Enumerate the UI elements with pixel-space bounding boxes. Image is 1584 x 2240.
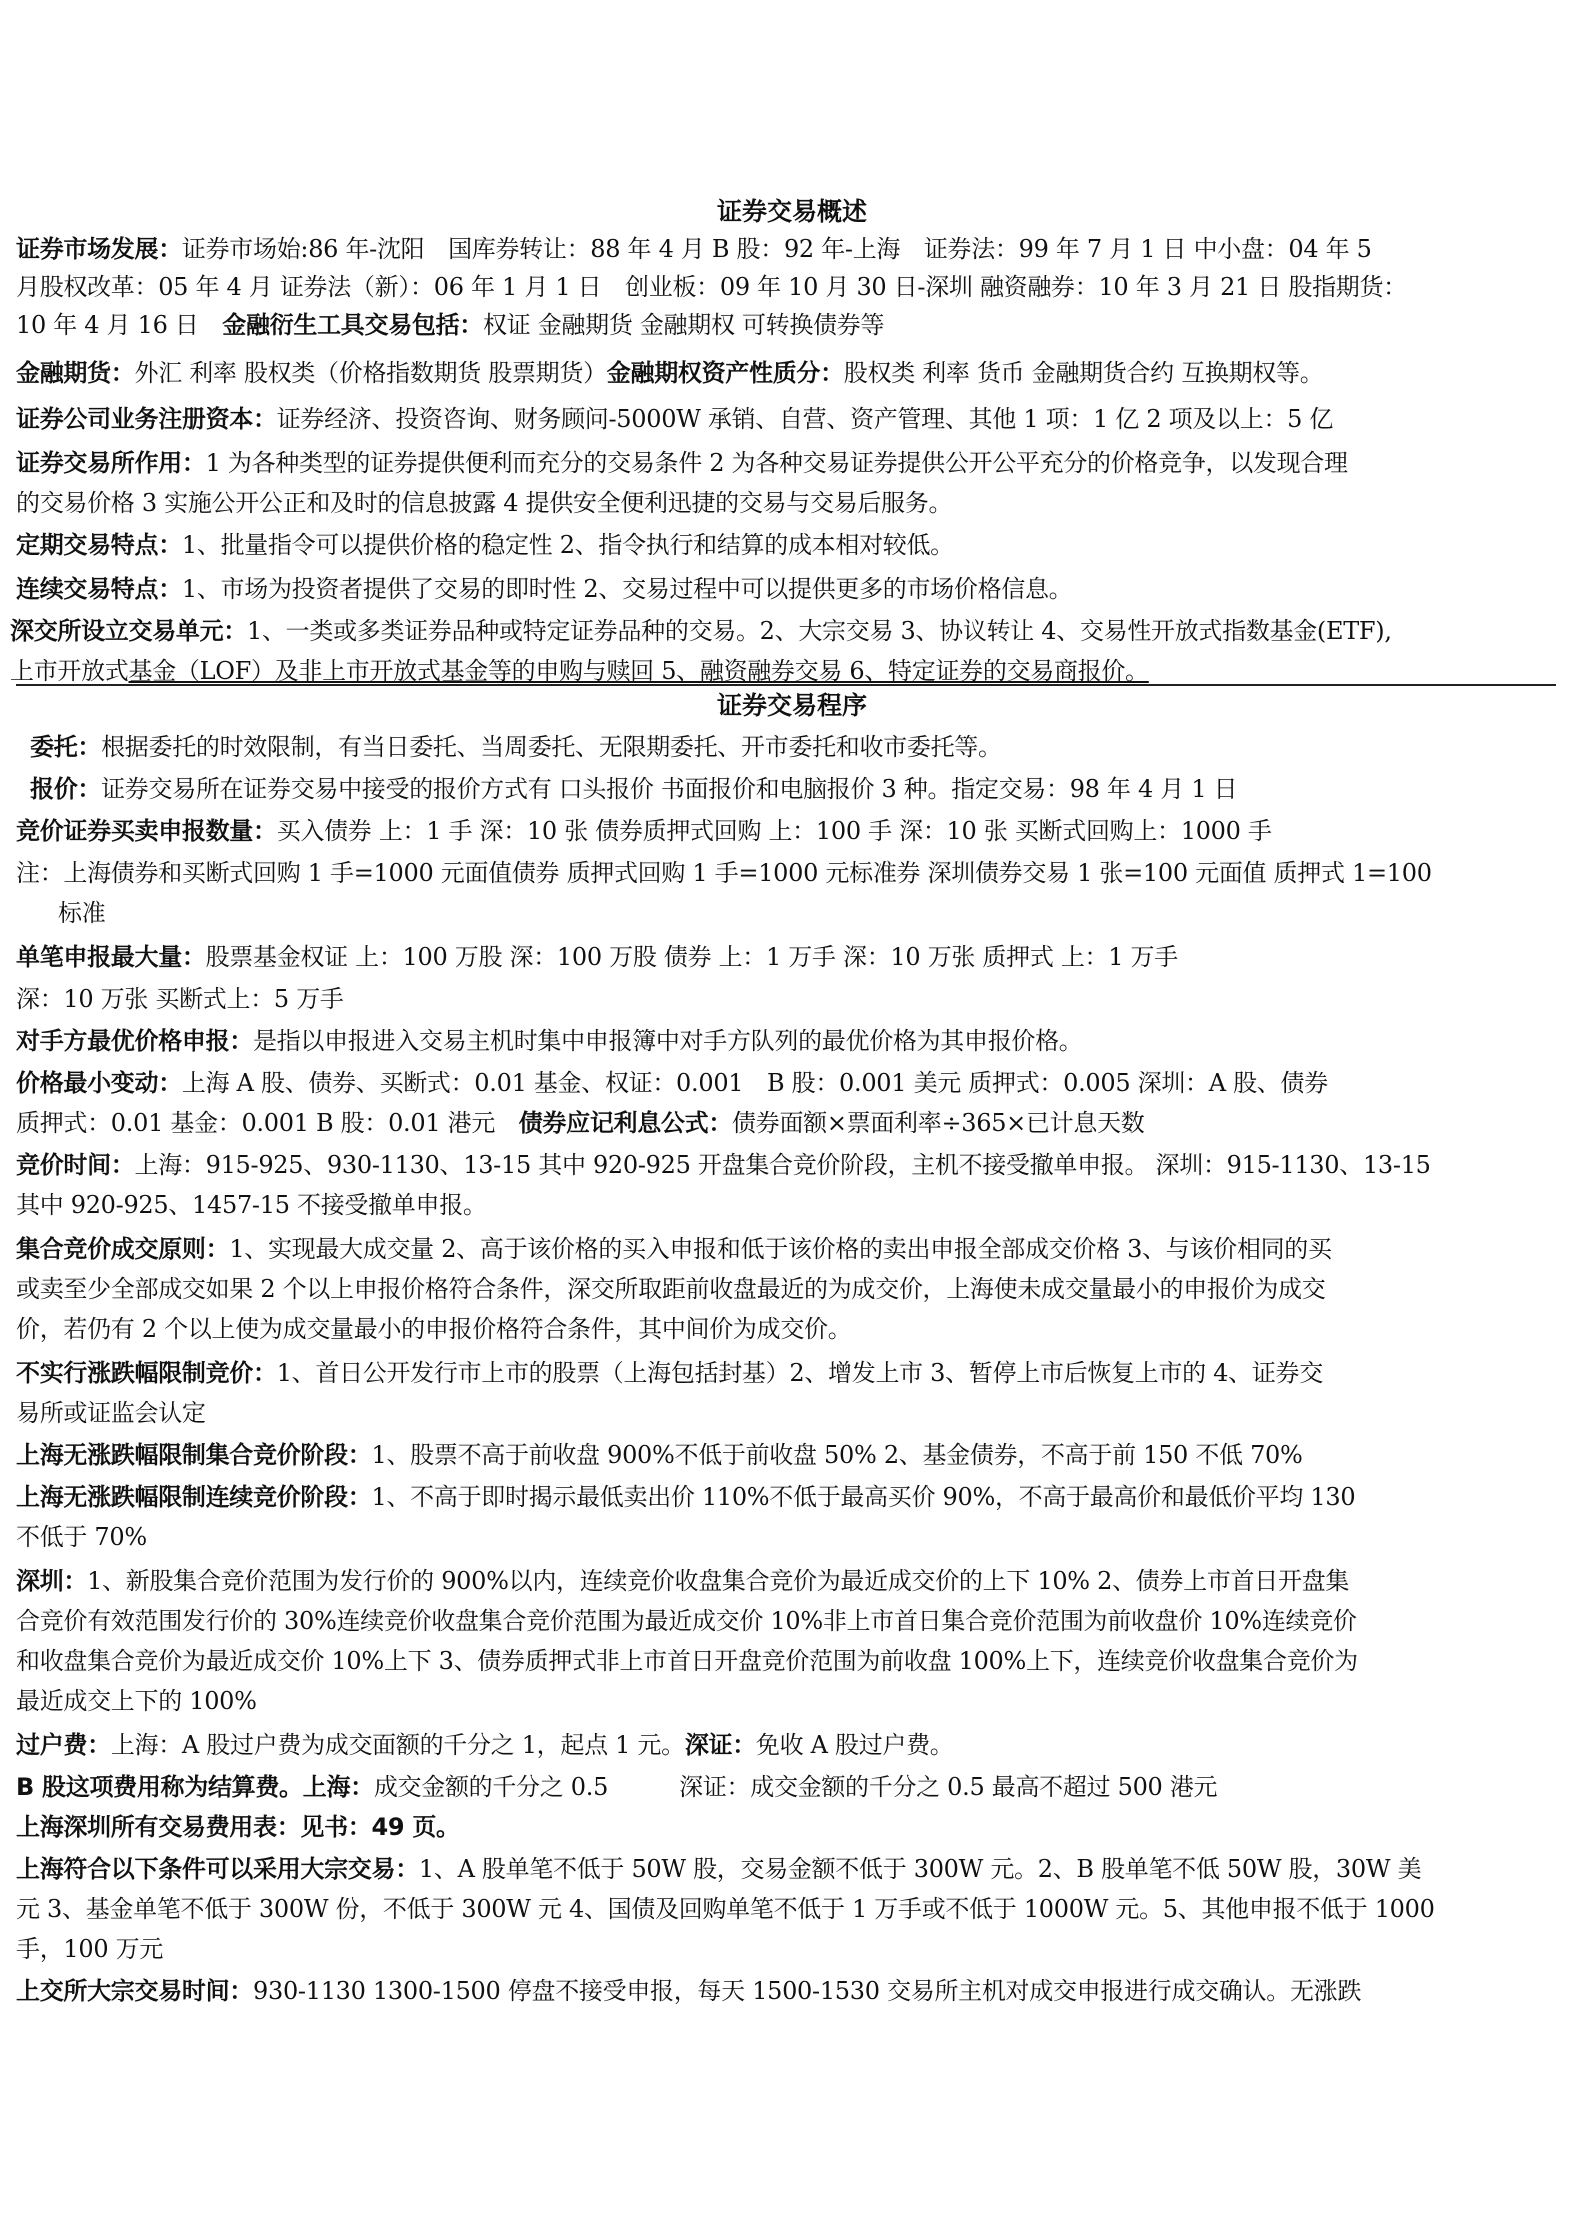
paragraph-max-quantity-line2: 深：10 万张 买断式上：5 万手 (16, 985, 344, 1013)
paragraph-shenzhen (16, 1566, 1568, 1596)
paragraph-market-development-line2: 月股权改革：05 年 4 月 证券法（新）：06 年 1 月 1 日 创业板：09 年 10 月 30 日-深圳 融资融券：10 年 3 月 21 日 股指期货： (16, 273, 1407, 301)
label-entrust: 委托： (30, 733, 102, 761)
label-auction-time: 竞价时间： (16, 1151, 135, 1179)
paragraph-best-price (16, 1026, 1568, 1056)
label-sh-call-range: 上海无涨跌幅限制集合竞价阶段： (16, 1441, 372, 1469)
text-block-trade-1: 1、A 股单笔不低于 50W 股，交易金额不低于 300W 元。2、B 股单笔不低 50W 股，30W 美 (418, 1855, 1422, 1883)
text-tick-size-2: 质押式：0.01 基金：0.001 B 股：0.01 港元 (16, 1109, 519, 1137)
paragraph-registered-capital (16, 404, 1568, 434)
label-accrued-interest: 债券应记利息公式： (518, 1109, 733, 1137)
text-continuous-trading: 1、市场为投资者提供了交易的即时性 2、交易过程中可以提供更多的市场价格信息。 (181, 575, 1073, 603)
section-title-overview: 证券交易概述 (716, 197, 867, 226)
text-sz-trading-units-2a: 上市开放式 (10, 657, 129, 685)
paragraph-no-limit-line2: 易所或证监会认定 (16, 1399, 206, 1427)
text-sh-call-range: 1、股票不高于前收盘 900%不低于前收盘 50% 2、基金债券，不高于前 150 不低 70% (371, 1441, 1303, 1469)
text-tick-size-1: 上海 A 股、债券、买断式：0.01 基金、权证：0.001 B 股：0.001 美元 质押式：0.005 深圳：A 股、债券 (181, 1069, 1328, 1097)
text-transfer-fee: 上海：A 股过户费为成交面额的千分之 1，起点 1 元。 (110, 1731, 685, 1759)
paragraph-quote (30, 774, 1568, 804)
text-auction-time-1: 上海：915-925、930-1130、13-15 其中 920-925 开盘集合竞价阶段，主机不接受撤单申报。 深圳：915-1130、13-15 (134, 1151, 1431, 1179)
section-title-procedure: 证券交易程序 (716, 691, 867, 720)
label-transfer-fee-sz: 深证： (684, 1731, 756, 1759)
paragraph-note-line2: 标准 (58, 899, 106, 927)
paragraph-sh-continuous-range (16, 1482, 1568, 1512)
paragraph-auction-time-line2: 其中 920-925、1457-15 不接受撤单申报。 (16, 1191, 487, 1219)
paragraph-block-trade-line3: 手，100 万元 (16, 1935, 164, 1963)
label-shenzhen: 深圳： (16, 1567, 88, 1595)
text-no-limit-1: 1、首日公开发行市上市的股票（上海包括封基）2、增发上市 3、暂停上市后恢复上市的 4、证券交 (276, 1359, 1323, 1387)
text-market-development-3: 10 年 4 月 16 日 (16, 311, 223, 339)
paragraph-block-trade (16, 1854, 1568, 1884)
label-max-quantity: 单笔申报最大量： (16, 943, 206, 971)
text-sh-continuous-range-1: 1、不高于即时揭示最低卖出价 110%不低于最高买价 90%，不高于最高价和最低价平均 130 (371, 1483, 1356, 1511)
label-no-limit: 不实行涨跌幅限制竞价： (16, 1359, 277, 1387)
text-exchange-role-1: 1 为各种类型的证券提供便利而充分的交易条件 2 为各种交易证券提供公开公平充分的价格竞争，以发现合理 (205, 449, 1348, 477)
label-continuous-trading: 连续交易特点： (16, 575, 182, 603)
paragraph-auction-time (16, 1150, 1568, 1180)
paragraph-exchange-role (16, 448, 1568, 478)
label-transfer-fee: 过户费： (16, 1731, 111, 1759)
text-financial-futures: 外汇 利率 股权类（价格指数期货 股票期货） (134, 359, 607, 387)
text-entrust: 根据委托的时效限制，有当日委托、当周委托、无限期委托、开市委托和收市委托等。 (101, 733, 1002, 761)
text-accrued-interest: 债券面额×票面利率÷365×已计息天数 (732, 1109, 1145, 1137)
paragraph-continuous-trading (16, 574, 1568, 604)
paragraph-entrust (30, 732, 1568, 762)
label-options: 金融期权资产性质分： (606, 359, 844, 387)
paragraph-fee-table: 上海深圳所有交易费用表：见书：49 页。 (16, 1813, 460, 1841)
label-sz-trading-units: 深交所设立交易单元： (10, 617, 247, 645)
paragraph-shenzhen-line3: 和收盘集合竞价为最近成交价 10%上下 3、债券质押式非上市首日开盘竞价范围为前收盘 100%上下，连续竞价收盘集合竞价为 (16, 1647, 1358, 1675)
paragraph-tick-size-line2 (16, 1108, 1568, 1138)
paragraph-max-quantity (16, 942, 1568, 972)
paragraph-shenzhen-line4: 最近成交上下的 100% (16, 1687, 257, 1715)
paragraph-block-trade-line2: 元 3、基金单笔不低于 300W 份，不低于 300W 元 4、国债及回购单笔不低于 1 万手或不低于 1000W 元。5、其他申报不低于 1000 (16, 1895, 1435, 1923)
label-market-development: 证券市场发展： (16, 235, 182, 263)
label-derivatives: 金融衍生工具交易包括： (222, 311, 483, 339)
paragraph-sz-trading-units-line2 (10, 656, 1568, 686)
text-call-auction-1: 1、实现最大成交量 2、高于该价格的买入申报和低于该价格的卖出申报全部成交价格 3、与该价相同的买 (229, 1235, 1332, 1263)
paragraph-call-auction-line2: 或卖至少全部成交如果 2 个以上申报价格符合条件，深交所取距前收盘最近的为成交价，上海使未成交量最小的申报价为成交 (16, 1275, 1326, 1303)
text-quote: 证券交易所在证券交易中接受的报价方式有 口头报价 书面报价和电脑报价 3 种。指定交易：98 年 4 月 1 日 (101, 775, 1238, 803)
paragraph-market-development (16, 234, 1568, 264)
text-sz-trading-units-1: 1、一类或多类证券品种或特定证券品种的交易。2、大宗交易 3、协议转让 4、交易性开放式指数基金(ETF), (247, 617, 1392, 645)
text-options: 股权类 利率 货币 金融期货合约 互换期权等。 (843, 359, 1324, 387)
text-best-price: 是指以申报进入交易主机时集中申报簿中对手方队列的最优价格为其申报价格。 (253, 1027, 1083, 1055)
paragraph-call-auction-line3: 价，若仍有 2 个以上使为成交量最小的申报价格符合条件，其中间价为成交价。 (16, 1315, 852, 1343)
text-shenzhen-1: 1、新股集合竞价范围为发行价的 900%以内，连续竞价收盘集合竞价为最近成交价的上下 10% 2、债券上市首日开盘集 (87, 1567, 1350, 1595)
paragraph-block-trade-time (16, 1976, 1568, 2006)
paragraph-market-development-line3 (16, 310, 1568, 340)
text-registered-capital: 证券经济、投资咨询、财务顾问-5000W 承销、自营、资产管理、其他 1 项：1 亿 2 项及以上：5 亿 (276, 405, 1334, 433)
label-block-trade-time: 上交所大宗交易时间： (16, 1977, 253, 2005)
paragraph-call-auction (16, 1234, 1568, 1264)
paragraph-periodic-trading (16, 530, 1568, 560)
label-tick-size: 价格最小变动： (16, 1069, 182, 1097)
label-call-auction: 集合竞价成交原则： (16, 1235, 230, 1263)
paragraph-sh-continuous-range-line2: 不低于 70% (16, 1523, 147, 1551)
paragraph-note: 注：上海债券和买断式回购 1 手=1000 元面值债券 质押式回购 1 手=1000 元标准券 深圳债券交易 1 张=100 元面值 质押式 1=100 (16, 859, 1432, 887)
label-sh-continuous-range: 上海无涨跌幅限制连续竞价阶段： (16, 1483, 372, 1511)
label-b-share-fee: B 股这项费用称为结算费。上海： (16, 1773, 374, 1801)
label-periodic-trading: 定期交易特点： (16, 531, 182, 559)
paragraph-order-quantity (16, 816, 1568, 846)
paragraph-transfer-fee (16, 1730, 1568, 1760)
text-max-quantity-1: 股票基金权证 上：100 万股 深：100 万股 债券 上：1 万手 深：10 万张 质押式 上：1 万手 (205, 943, 1178, 971)
label-financial-futures: 金融期货： (16, 359, 135, 387)
paragraph-tick-size (16, 1068, 1568, 1098)
paragraph-b-share-fee (16, 1772, 1568, 1802)
text-b-share-fee: 成交金额的千分之 0.5 深证：成交金额的千分之 0.5 最高不超过 500 港元 (373, 1773, 1218, 1801)
text-order-quantity: 买入债券 上：1 手 深：10 张 债券质押式回购 上：100 手 深：10 张 买断式回购上：1000 手 (276, 817, 1272, 845)
text-block-trade-time: 930-1130 1300-1500 停盘不接受申报，每天 1500-1530 交易所主机对成交申报进行成交确认。无涨跌 (253, 1977, 1362, 2005)
text-derivatives: 权证 金融期货 金融期权 可转换债券等 (483, 311, 885, 339)
text-transfer-fee-sz: 免收 A 股过户费。 (755, 1731, 954, 1759)
paragraph-sz-trading-units (10, 616, 1568, 646)
paragraph-sh-call-range (16, 1440, 1568, 1470)
paragraph-exchange-role-line2: 的交易价格 3 实施公开公正和及时的信息披露 4 提供安全便利迅捷的交易与交易后服务。 (16, 489, 953, 517)
text-periodic-trading: 1、批量指令可以提供价格的稳定性 2、指令执行和结算的成本相对较低。 (181, 531, 954, 559)
label-order-quantity: 竞价证券买卖申报数量： (16, 817, 277, 845)
paragraph-shenzhen-line2: 合竞价有效范围发行价的 30%连续竞价收盘集合竞价范围为最近成交价 10%非上市首日集合竞价范围为前收盘价 10%连续竞价 (16, 1607, 1357, 1635)
label-exchange-role: 证券交易所作用： (16, 449, 206, 477)
label-registered-capital: 证券公司业务注册资本： (16, 405, 277, 433)
label-quote: 报价： (30, 775, 102, 803)
paragraph-financial-futures (16, 358, 1568, 388)
label-best-price: 对手方最优价格申报： (16, 1027, 253, 1055)
text-sz-trading-units-2b: 基金（LOF）及非上市开放式基金等的申购与赎回 5、融资融券交易 6、特定证券的交易商报价。 (128, 657, 1149, 685)
label-block-trade: 上海符合以下条件可以采用大宗交易： (16, 1855, 419, 1883)
paragraph-no-limit (16, 1358, 1568, 1388)
text-market-development-1: 证券市场始:86 年-沈阳 国库券转让：88 年 4 月 B 股：92 年-上海 证券法：99 年 7 月 1 日 中小盘：04 年 5 (181, 235, 1372, 263)
section-divider (16, 684, 1556, 686)
